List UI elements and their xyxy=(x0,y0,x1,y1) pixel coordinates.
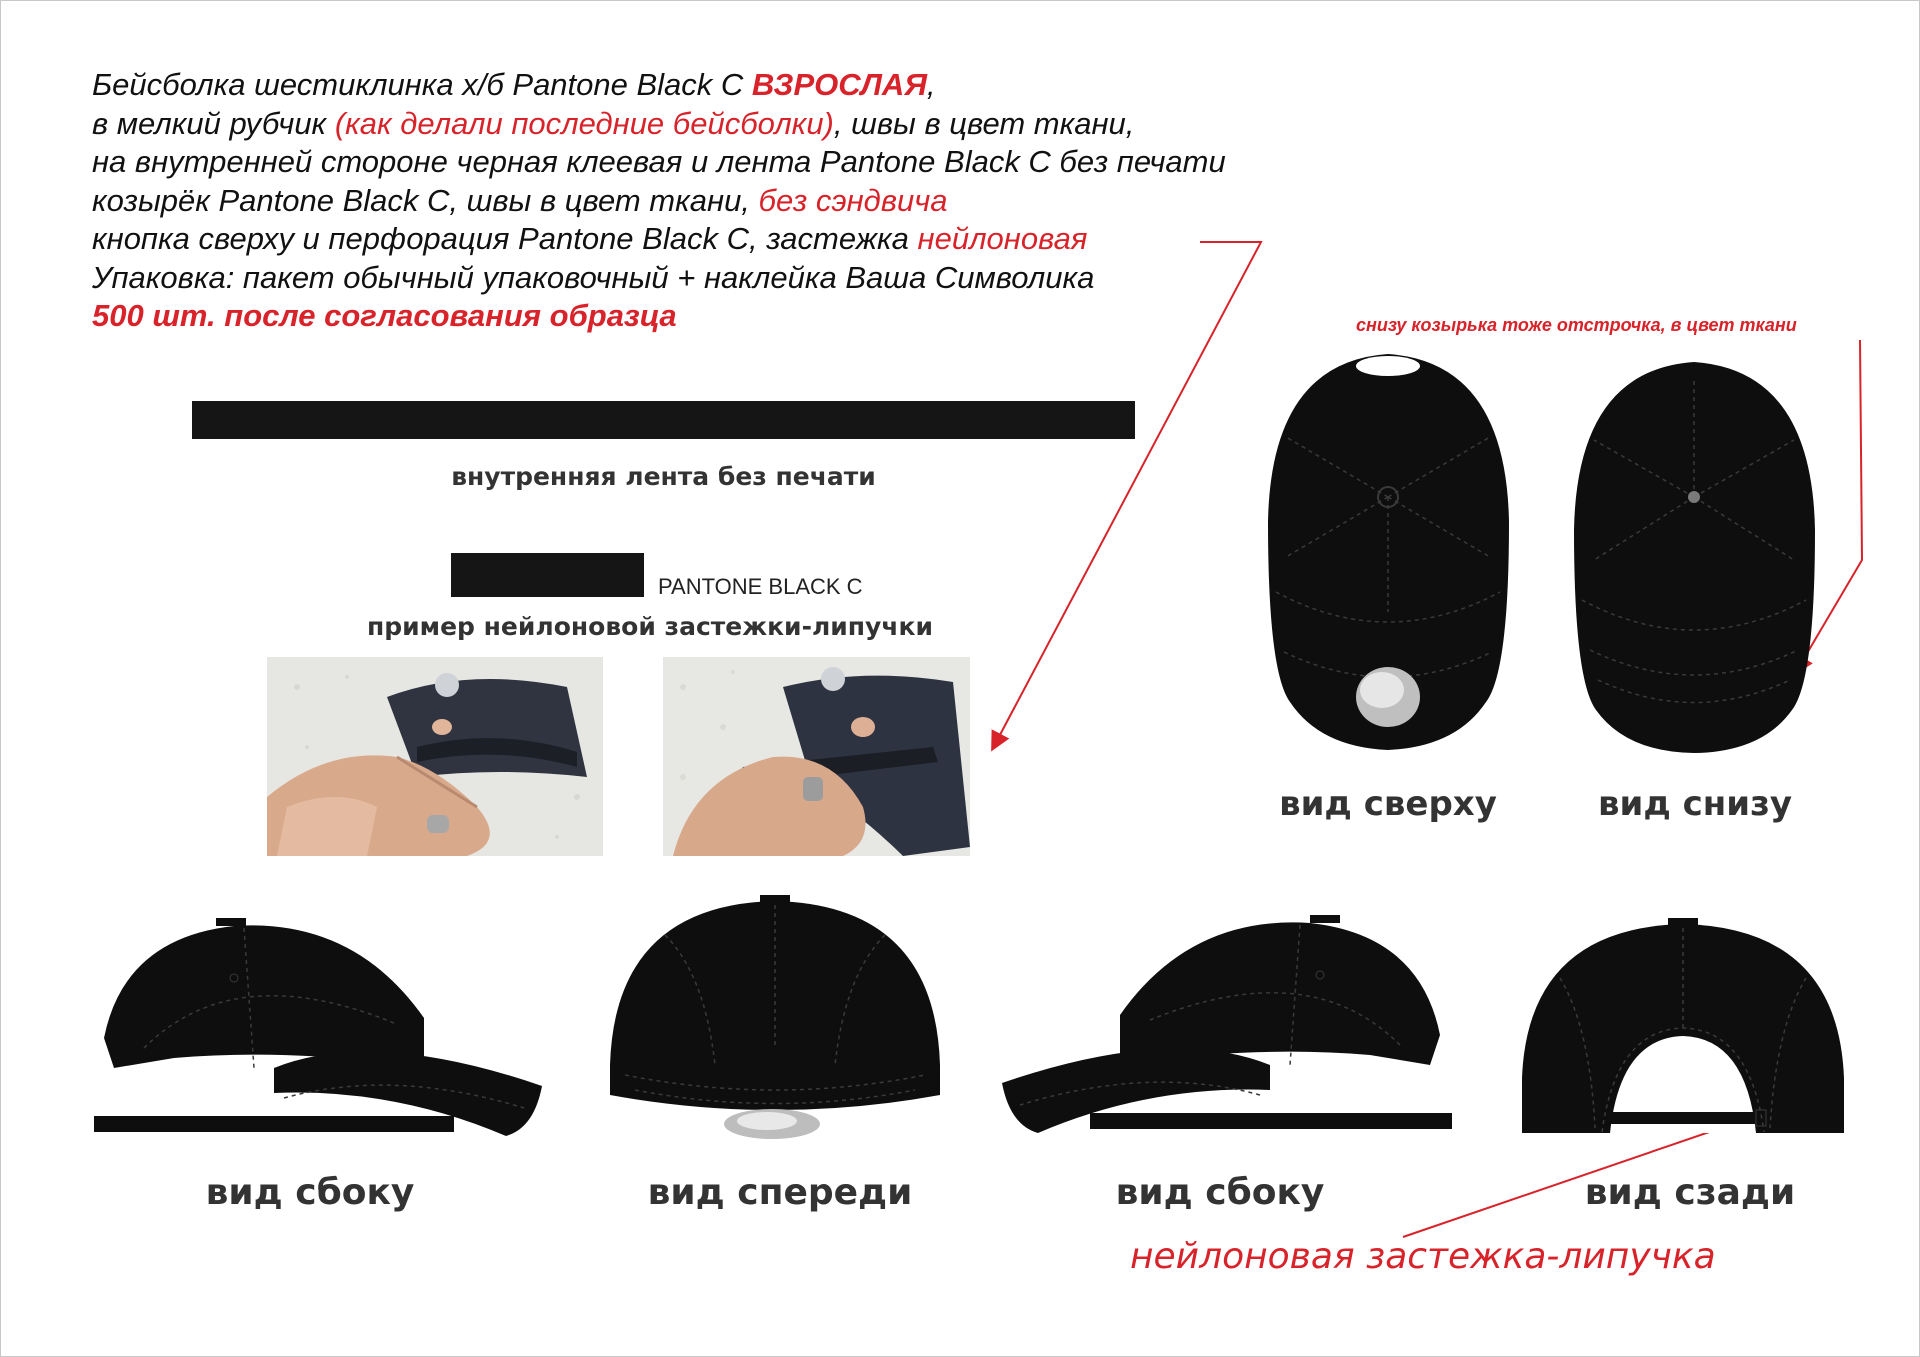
side-view-left-label: вид сбоку xyxy=(205,1172,415,1213)
spec-line-5: кнопка сверху и перфорация Pantone Black C, застежка нейлоновая xyxy=(92,221,1088,256)
front-button-plate xyxy=(722,1107,822,1141)
top-view-label: вид сверху xyxy=(1279,784,1497,824)
cap-back-view xyxy=(1520,918,1846,1140)
side-view-right-label: вид сбоку xyxy=(1115,1172,1325,1213)
inner-tape-caption: внутренняя лента без печати xyxy=(451,462,876,491)
spec-line-3: на внутренней стороне черная клеевая и лента Pantone Black C без печати xyxy=(92,144,1226,179)
closure-note: нейлоновая застежка-липучка xyxy=(1130,1236,1716,1277)
spec-line-6: Упаковка: пакет обычный упаковочный + наклейка Ваша Символика xyxy=(92,259,1095,295)
back-view-label: вид сзади xyxy=(1584,1172,1796,1213)
spec-line-7: 500 шт. после согласования образца xyxy=(92,298,677,333)
front-view-label: вид спереди xyxy=(647,1172,913,1213)
cap-side-view-right xyxy=(1000,915,1452,1135)
adult-highlight: ВЗРОСЛАЯ xyxy=(751,67,927,102)
cap-front-view xyxy=(605,895,945,1125)
spec-line-2: в мелкий рубчик (как делали последние бейсболки), швы в цвет ткани, xyxy=(92,105,1135,141)
spec-line-4: козырёк Pantone Black C, швы в цвет ткани, без сэндвича xyxy=(92,182,948,218)
cap-bottom-view xyxy=(1572,360,1817,755)
cap-side-view-left xyxy=(94,918,544,1136)
spec-line-1: Бейсболка шестиклинка х/б Pantone Black C ВЗРОСЛАЯ, xyxy=(92,67,936,102)
pantone-label: PANTONE BLACK C xyxy=(658,574,863,599)
visor-stitch-note: снизу козырька тоже отстрочка, в цвет ткани xyxy=(1356,315,1797,335)
cap-top-view xyxy=(1266,352,1511,752)
fastener-arrow xyxy=(993,242,1261,748)
bottom-view-label: вид снизу xyxy=(1597,784,1793,824)
fastener-caption: пример нейлоновой застежки-липучки xyxy=(366,612,933,641)
